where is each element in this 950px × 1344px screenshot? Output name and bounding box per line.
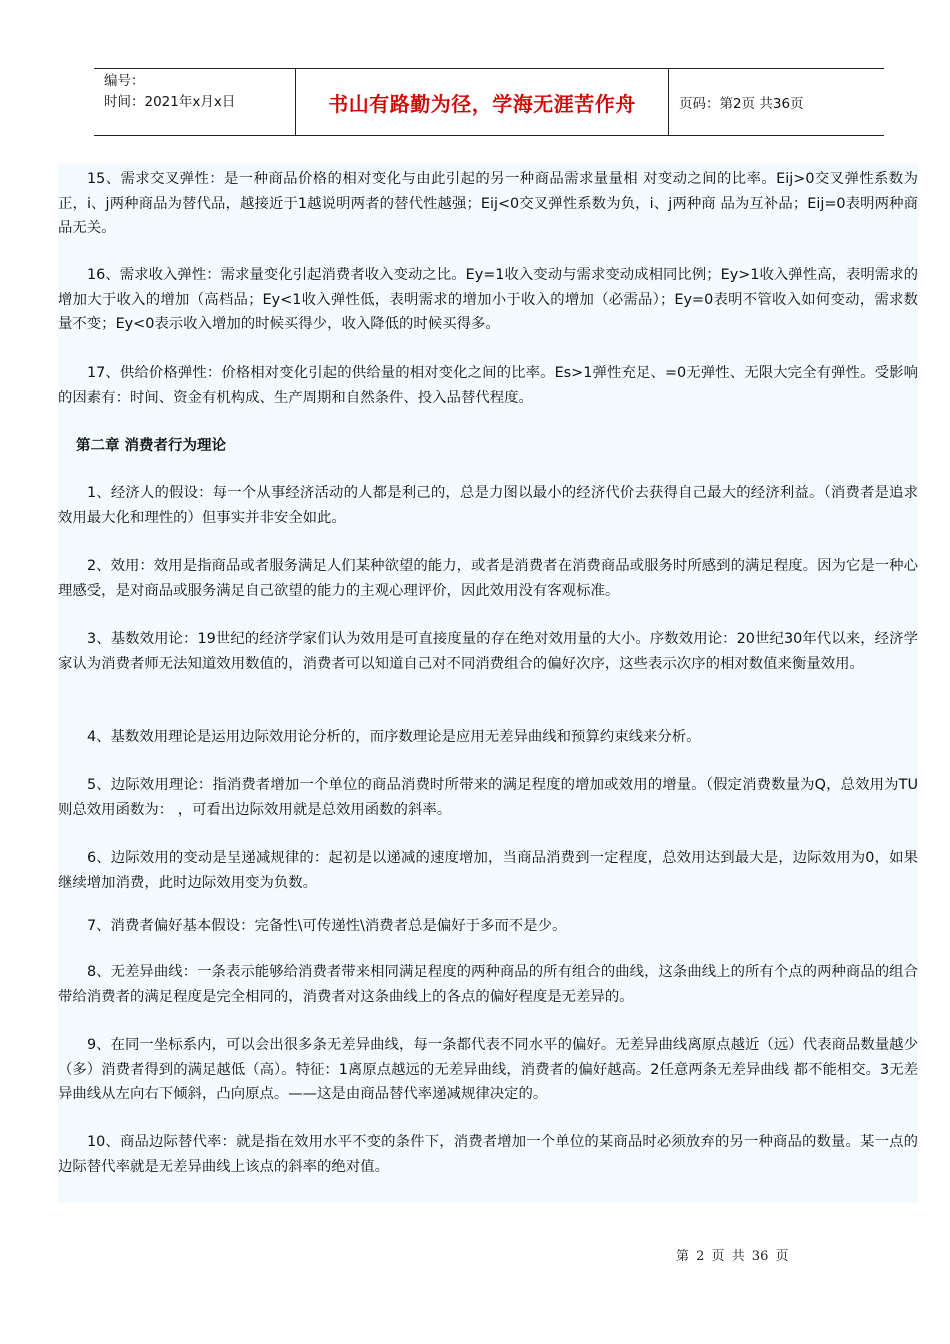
paragraph-17: 17、供给价格弹性：价格相对变化引起的供给量的相对变化之间的比率。Es>1弹性充足、=0无弹性、无限大完全有弹性。受影响的因素有：时间、资金有机构成、生产周期和自然条件、投入品替代程度。 [58, 365, 918, 406]
paragraph-15: 15、需求交叉弹性：是一种商品价格的相对变化与由此引起的另一种商品需求量量相 对变动之间的比率。Eij>0交叉弹性系数为正，i、j两种商品为替代品，越接近于1越说明两者的替代性越强；Eij<0交叉弹性系数为负，i、j两种商 品为互补品；Eij=0表明两种商品无关。 [58, 171, 918, 236]
document-body [58, 163, 918, 1203]
header-motto: 书山有路勤为径，学海无涯苦作舟 [295, 69, 669, 135]
chapter-title: 第二章 消费者行为理论 [76, 438, 227, 454]
paragraph-ch2-10: 10、商品边际替代率：就是指在效用水平不变的条件下，消费者增加一个单位的某商品时必须放弃的另一种商品的数量。某一点的边际替代率就是无差异曲线上该点的斜率的绝对值。 [58, 1134, 918, 1175]
paragraph-ch2-8: 8、无差异曲线：一条表示能够给消费者带来相同满足程度的两种商品的所有组合的曲线，这条曲线上的所有个点的两种商品的组合带给消费者的满足程度是完全相同的，消费者对这条曲线上的各点的偏好程度是无差异的。 [58, 964, 918, 1005]
paragraph-ch2-6: 6、边际效用的变动是呈递减规律的：起初是以递减的速度增加，当商品消费到一定程度，总效用达到最大是，边际效用为0，如果继续增加消费，此时边际效用变为负数。 [58, 850, 918, 891]
page-footer: 第 2 页 共 36 页 [676, 1249, 789, 1264]
paragraph-ch2-3: 3、基数效用论：19世纪的经济学家们认为效用是可直接度量的存在绝对效用量的大小。序数效用论：20世纪30年代以来，经济学家认为消费者师无法知道效用数值的，消费者可以知道自己对不同消费组合的偏好次序，这些表示次序的相对数值来衡量效用。 [58, 631, 918, 672]
document-number-label: 编号： [104, 73, 145, 89]
paragraph-ch2-9: 9、在同一坐标系内，可以会出很多条无差异曲线，每一条都代表不同水平的偏好。无差异曲线离原点越近（远）代表商品数量越少（多）消费者得到的满足越低（高）。特征：1离原点越远的无差异曲线，消费者的偏好越高。2任意两条无差异曲线 都不能相交。3无差异曲线从左向右下倾斜，凸向原点。——这是由商品替代率递减规律决定的。 [58, 1037, 918, 1102]
document-time-label: 时间：2021年x月x日 [104, 94, 236, 110]
header-meta [94, 69, 295, 135]
paragraph-ch2-5: 5、边际效用理论：指消费者增加一个单位的商品消费时所带来的满足程度的增加或效用的增量。（假定消费数量为Q，总效用为TU则总效用函数为： ，可看出边际效用就是总效用函数的斜率。 [58, 777, 918, 818]
paragraph-ch2-7: 7、消费者偏好基本假设：完备性\可传递性\消费者总是偏好于多而不是少。 [87, 918, 567, 934]
page-header [94, 68, 884, 136]
paragraph-ch2-2: 2、效用：效用是指商品或者服务满足人们某种欲望的能力，或者是消费者在消费商品或服务时所感到的满足程度。因为它是一种心理感受，是对商品或服务满足自己欲望的能力的主观心理评价，因此效用没有客观标准。 [58, 558, 918, 599]
paragraph-16: 16、需求收入弹性：需求量变化引起消费者收入变动之比。Ey=1收入变动与需求变动成相同比例；Ey>1收入弹性高，表明需求的增加大于收入的增加（高档品；Ey<1收入弹性低，表明需求的增加小于收入的增加（必需品）；Ey=0表明不管收入如何变动，需求数量不变；Ey<0表示收入增加的时候买得少，收入降低的时候买得多。 [58, 267, 918, 332]
paragraph-ch2-1: 1、经济人的假设：每一个从事经济活动的人都是利己的，总是力图以最小的经济代价去获得自己最大的经济利益。（消费者是追求效用最大化和理性的）但事实并非安全如此。 [58, 485, 918, 526]
paragraph-ch2-4: 4、基数效用理论是运用边际效用论分析的，而序数理论是应用无差异曲线和预算约束线来分析。 [87, 729, 701, 745]
header-page-info: 页码：第2页 共36页 [679, 96, 804, 112]
